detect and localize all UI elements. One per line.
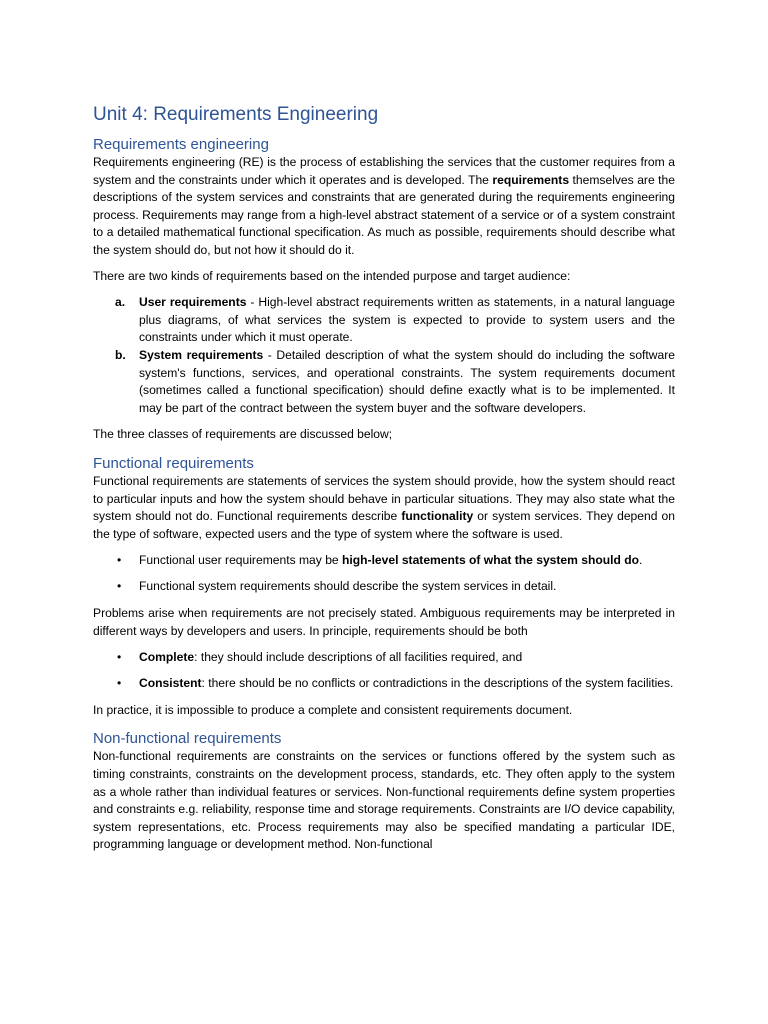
list-item xyxy=(93,552,675,570)
bullet-icon: • xyxy=(117,579,122,594)
text-span: or system services. They depend on the type of software, expected users and the type of system where the software is used. xyxy=(93,509,676,541)
text-span: : they should include descriptions of all facilities required, and xyxy=(194,649,523,664)
list-item-system-requirements xyxy=(93,347,675,417)
functional-bullets-list xyxy=(93,552,675,596)
section-heading-non-functional-requirements: Non-functional requirements xyxy=(93,730,282,748)
text-span: Requirements engineering (RE) is the process of establishing the services that the customer requires from a system and the constraints under which it operates and is developed. The xyxy=(93,155,675,187)
text-span: Functional system requirements should describe the system services in detail. xyxy=(139,579,557,594)
paragraph-three-classes: The three classes of requirements are discussed below; xyxy=(93,427,393,442)
list-marker: b. xyxy=(115,347,126,362)
section-heading-functional-requirements: Functional requirements xyxy=(93,454,254,472)
paragraph-re-definition xyxy=(93,154,675,260)
page-title: Unit 4: Requirements Engineering xyxy=(93,104,379,125)
bold-term-functionality: functionality xyxy=(401,509,474,524)
section-heading-requirements-engineering: Requirements engineering xyxy=(93,136,269,153)
list-marker: a. xyxy=(115,295,126,310)
definition-text: - Detailed description of what the system should do including the software system's functions, services, and operational constraints. The system requirements document (sometimes called a functional specification) should define exactly what is to be implemented. It may be part of the contract between the system buyer and the software developers. xyxy=(139,347,675,415)
text-span: . xyxy=(639,552,643,567)
bullet-icon: • xyxy=(117,676,122,691)
paragraph-in-practice: In practice, it is impossible to produce a complete and consistent requirements document. xyxy=(93,702,573,717)
bold-text: high-level statements of what the system should do xyxy=(342,552,640,567)
completeness-bullets-list xyxy=(93,649,675,693)
bullet-icon: • xyxy=(117,552,122,567)
text-span: Functional user requirements may be xyxy=(139,552,343,567)
list-item xyxy=(93,578,675,596)
list-item-complete xyxy=(93,649,675,667)
text-span: themselves are the descriptions of the system services and constraints that are generated during the requirements engineering process. Requirements may range from a high-level abstract statement of a service or of a system constraint to a detailed mathematical functional specification. As much as possible, requirements should describe what the system should do, but not how it should do it. xyxy=(93,172,675,257)
bullet-icon: • xyxy=(117,649,122,664)
definition-text: - High-level abstract requirements written as statements, in a natural language plus diagrams, of what services the system is expected to provide to system users and the constraints under which it must operate. xyxy=(139,295,675,345)
paragraph-problems: Problems arise when requirements are not precisely stated. Ambiguous requirements may be interpreted in different ways by developers and users. In principle, requirements should be both xyxy=(93,605,675,638)
bold-term-consistent: Consistent xyxy=(139,676,202,691)
requirement-kinds-list xyxy=(93,294,675,417)
text-span: : there should be no conflicts or contradictions in the descriptions of the system facilities. xyxy=(201,676,674,691)
paragraph-non-functional-definition: Non-functional requirements are constraints on the services or functions offered by the system such as timing constraints, constraints on the development process, standards, etc. They often apply to the system as a whole rather than individual features or services. Non-functional requirements define system properties and constraints e.g. reliability, response time and storage requirements. Constraints are I/O device capability, system representations, etc. Process requirements may also be specified mandating a particular IDE, programming language or development method. Non-functional xyxy=(93,749,675,852)
term-system-requirements: System requirements xyxy=(139,347,264,362)
bold-term-complete: Complete xyxy=(139,649,195,664)
bold-term-requirements: requirements xyxy=(492,172,570,187)
paragraph-functional-definition xyxy=(93,473,675,543)
paragraph-two-kinds: There are two kinds of requirements based on the intended purpose and target audience: xyxy=(93,269,571,284)
list-item-consistent xyxy=(93,675,675,693)
list-item-user-requirements xyxy=(93,294,675,347)
text-span: Functional requirements are statements of services the system should provide, how the system should react to particular inputs and how the system should behave in particular situations. They may also state what the system should not do. Functional requirements describe xyxy=(93,473,675,524)
term-user-requirements: User requirements xyxy=(139,295,247,310)
